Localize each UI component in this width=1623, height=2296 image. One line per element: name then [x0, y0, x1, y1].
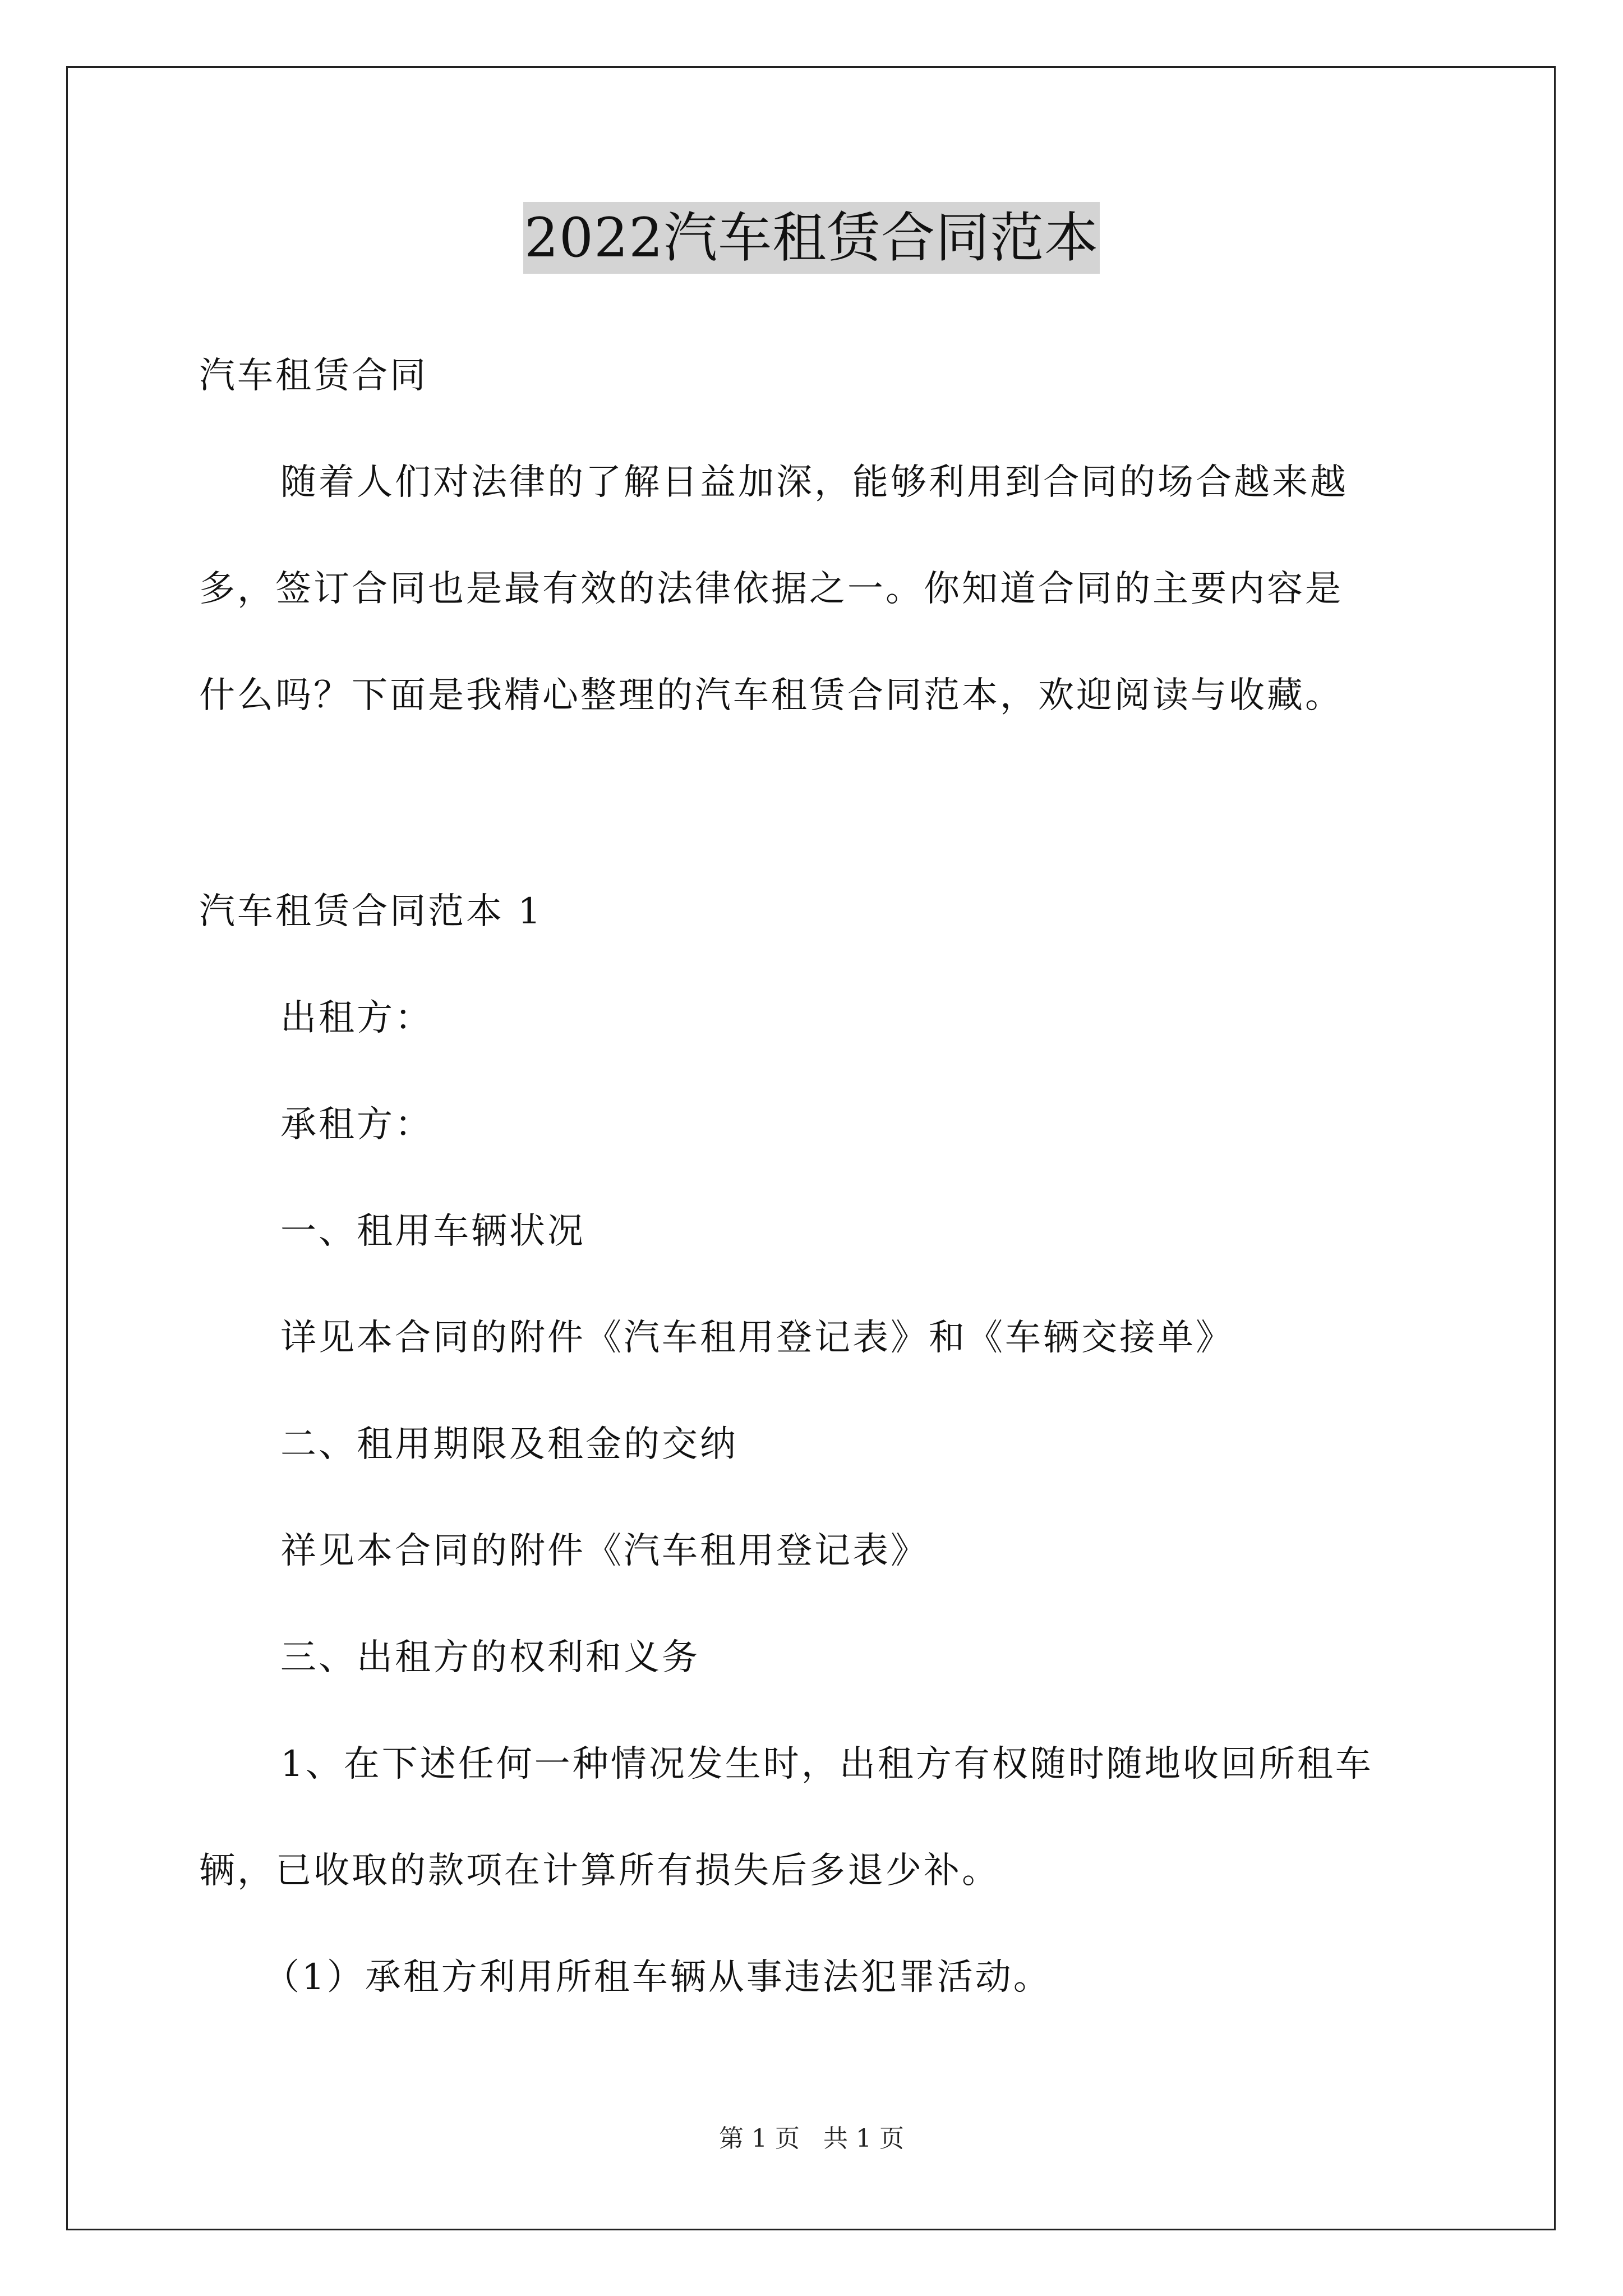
clause-1-text: 详见本合同的附件《汽车租用登记表》和《车辆交接单》 [280, 1317, 1234, 1359]
page-number-total: 共 1 页 [823, 2124, 904, 2153]
page-footer [0, 2123, 1623, 2155]
lessee-label: 承租方： [280, 1104, 433, 1145]
lessor-label: 出租方： [280, 997, 433, 1039]
intro-line-3: 什么吗？下面是我精心整理的汽车租赁合同范本，欢迎阅读与收藏。 [199, 675, 1343, 716]
clause-1-title: 一、租用车辆状况 [280, 1211, 585, 1252]
intro-line-1: 随着人们对法律的了解日益加深，能够利用到合同的场合越来越 [280, 462, 1348, 503]
intro-line-2: 多，签订合同也是最有效的法律依据之一。你知道合同的主要内容是 [199, 568, 1343, 610]
page-number-current: 第 1 页 [719, 2124, 800, 2153]
clause-3-sub-item-1: （1）承租方利用所租车辆从事违法犯罪活动。 [264, 1957, 1052, 1998]
clause-3-item-1-line-1: 1、在下述任何一种情况发生时，出租方有权随时随地收回所租车 [280, 1743, 1373, 1785]
clause-3-item-1-line-2: 辆，已收取的款项在计算所有损失后多退少补。 [199, 1850, 1000, 1892]
clause-2-text: 祥见本合同的附件《汽车租用登记表》 [280, 1530, 929, 1572]
clause-3-title: 三、出租方的权利和义务 [280, 1637, 700, 1678]
title-container [0, 202, 1623, 274]
section-title: 汽车租赁合同范本 1 [199, 891, 543, 932]
document-title: 2022汽车租赁合同范本 [523, 202, 1100, 274]
contract-heading: 汽车租赁合同 [199, 355, 428, 397]
clause-2-title: 二、租用期限及租金的交纳 [280, 1424, 738, 1465]
